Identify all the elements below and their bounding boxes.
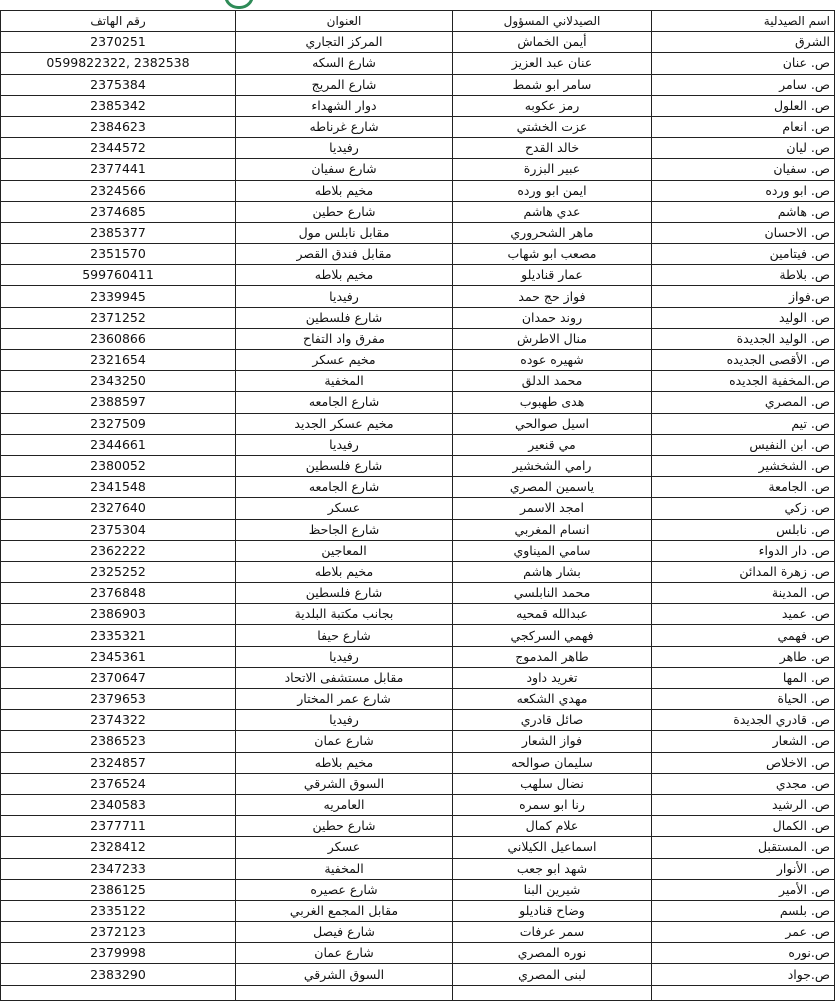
cell-name: ص. انعام xyxy=(652,116,835,137)
empty-cell xyxy=(652,985,835,1000)
table-row xyxy=(1,858,835,879)
table-row xyxy=(1,689,835,710)
cell-phone: 2325252 xyxy=(1,561,236,582)
header-pharmacist: الصيدلاني المسؤول xyxy=(453,11,652,32)
table-row xyxy=(1,265,835,286)
table-row xyxy=(1,731,835,752)
table-row xyxy=(1,392,835,413)
cell-pharmacist: ماهر الشحروري xyxy=(453,222,652,243)
cell-phone: 2385377 xyxy=(1,222,236,243)
cell-name: ص. فهمي xyxy=(652,625,835,646)
table-row xyxy=(1,455,835,476)
cell-name: ص. زكي xyxy=(652,498,835,519)
cell-pharmacist: عمار قناديلو xyxy=(453,265,652,286)
table-row xyxy=(1,286,835,307)
cell-address: المركز التجاري xyxy=(236,32,453,53)
table-body xyxy=(1,32,835,1000)
table-row xyxy=(1,943,835,964)
table-row xyxy=(1,159,835,180)
cell-address: رفيديا xyxy=(236,138,453,159)
cell-address: عسكر xyxy=(236,837,453,858)
cell-address: العامريه xyxy=(236,794,453,815)
cell-pharmacist: عنان عبد العزيز xyxy=(453,53,652,74)
table-row xyxy=(1,900,835,921)
cell-name: ص. عنان xyxy=(652,53,835,74)
cell-address: رفيديا xyxy=(236,710,453,731)
table-row xyxy=(1,350,835,371)
cell-phone: 2376524 xyxy=(1,773,236,794)
cell-phone: 2377711 xyxy=(1,816,236,837)
cell-phone: 2374685 xyxy=(1,201,236,222)
cell-phone: 2372123 xyxy=(1,922,236,943)
table-row xyxy=(1,328,835,349)
cell-name: ص. الشخشير xyxy=(652,455,835,476)
table-row xyxy=(1,307,835,328)
cell-name: ص. ابو ورده xyxy=(652,180,835,201)
cell-name: ص. عميد xyxy=(652,604,835,625)
cell-name: الشرق xyxy=(652,32,835,53)
cell-phone: 2341548 xyxy=(1,477,236,498)
pharmacy-table xyxy=(0,10,835,1001)
table-row xyxy=(1,95,835,116)
cell-phone: 2385342 xyxy=(1,95,236,116)
cell-pharmacist: مصعب ابو شهاب xyxy=(453,244,652,265)
cell-name: ص. الاحسان xyxy=(652,222,835,243)
cell-phone: 2324566 xyxy=(1,180,236,201)
cell-address: شارع حيفا xyxy=(236,625,453,646)
cell-phone: 2371252 xyxy=(1,307,236,328)
cell-phone: 2370647 xyxy=(1,667,236,688)
cell-phone: 2384623 xyxy=(1,116,236,137)
table-row xyxy=(1,138,835,159)
header-row xyxy=(1,11,835,32)
cell-name: ص. تيم xyxy=(652,413,835,434)
cell-address: شارع فلسطين xyxy=(236,583,453,604)
cell-address: شارع حطين xyxy=(236,201,453,222)
cell-pharmacist: أيمن الخماش xyxy=(453,32,652,53)
cell-name: ص.نوره xyxy=(652,943,835,964)
cell-pharmacist: وضاح قناديلو xyxy=(453,900,652,921)
cell-pharmacist: سامر ابو شمط xyxy=(453,74,652,95)
cell-address: مفرق واد التفاح xyxy=(236,328,453,349)
cell-address: رفيديا xyxy=(236,286,453,307)
cell-name: ص.جواد xyxy=(652,964,835,985)
cell-name: ص. الكمال xyxy=(652,816,835,837)
table-row xyxy=(1,773,835,794)
cell-pharmacist: علام كمال xyxy=(453,816,652,837)
cell-name: ص. الأقصى الجديده xyxy=(652,350,835,371)
cell-phone: 2374322 xyxy=(1,710,236,731)
cell-address: رفيديا xyxy=(236,646,453,667)
table-row xyxy=(1,816,835,837)
cell-name: ص. دار الدواء xyxy=(652,540,835,561)
cell-pharmacist: رمز عكوبه xyxy=(453,95,652,116)
cell-phone: 2377441 xyxy=(1,159,236,180)
cell-pharmacist: فواز الشعار xyxy=(453,731,652,752)
cell-name: ص. الأمير xyxy=(652,879,835,900)
cell-address: مقابل المجمع الغربي xyxy=(236,900,453,921)
table-row xyxy=(1,604,835,625)
cell-pharmacist: سامي الميناوي xyxy=(453,540,652,561)
table-row xyxy=(1,540,835,561)
cell-name: ص. المستقبل xyxy=(652,837,835,858)
cell-address: مقابل نابلس مول xyxy=(236,222,453,243)
cell-pharmacist: هدى طهبوب xyxy=(453,392,652,413)
cell-address: شارع فيصل xyxy=(236,922,453,943)
cell-pharmacist: اسيل صوالحي xyxy=(453,413,652,434)
cell-name: ص. العلول xyxy=(652,95,835,116)
cell-phone: 2375304 xyxy=(1,519,236,540)
cell-pharmacist: محمد الدلق xyxy=(453,371,652,392)
cell-phone: 2379998 xyxy=(1,943,236,964)
cell-pharmacist: روند حمدان xyxy=(453,307,652,328)
cell-name: ص. الوليد الجديدة xyxy=(652,328,835,349)
table-row xyxy=(1,646,835,667)
cell-pharmacist: شهد ابو جعب xyxy=(453,858,652,879)
table-row xyxy=(1,32,835,53)
cell-address: شارع السكه xyxy=(236,53,453,74)
cell-pharmacist: عدي هاشم xyxy=(453,201,652,222)
cell-pharmacist: فواز حج حمد xyxy=(453,286,652,307)
cell-address: شارع عمان xyxy=(236,731,453,752)
header-pharmacy-name: اسم الصيدلية xyxy=(652,11,835,32)
table-row xyxy=(1,74,835,95)
cell-phone: 599760411 xyxy=(1,265,236,286)
cell-name: ص. الشعار xyxy=(652,731,835,752)
cell-pharmacist: عزت الخشتي xyxy=(453,116,652,137)
table-row xyxy=(1,53,835,74)
cell-address: شارع عمر المختار xyxy=(236,689,453,710)
cell-address: شارع الجامعه xyxy=(236,392,453,413)
cell-name: ص. المدينة xyxy=(652,583,835,604)
cell-name: ص. زهرة المدائن xyxy=(652,561,835,582)
table-row xyxy=(1,519,835,540)
cell-pharmacist: انسام المغربي xyxy=(453,519,652,540)
cell-address: مخيم بلاطه xyxy=(236,180,453,201)
cell-phone: 2327509 xyxy=(1,413,236,434)
cell-name: ص. بلسم xyxy=(652,900,835,921)
cell-name: ص. الوليد xyxy=(652,307,835,328)
cell-address: شارع حطين xyxy=(236,816,453,837)
cell-address: شارع سفيان xyxy=(236,159,453,180)
cell-phone: 2376848 xyxy=(1,583,236,604)
cell-name: ص. نابلس xyxy=(652,519,835,540)
cell-phone: 2388597 xyxy=(1,392,236,413)
cell-phone: 2347233 xyxy=(1,858,236,879)
table-row xyxy=(1,922,835,943)
cell-address: شارع غرناطه xyxy=(236,116,453,137)
cell-phone: 2328412 xyxy=(1,837,236,858)
empty-cell xyxy=(1,985,236,1000)
cell-name: ص. قادري الجديدة xyxy=(652,710,835,731)
cell-phone: 2386523 xyxy=(1,731,236,752)
cell-name: ص. ابن النفيس xyxy=(652,434,835,455)
table-row xyxy=(1,561,835,582)
cell-name: ص. الرشيد xyxy=(652,794,835,815)
empty-cell xyxy=(453,985,652,1000)
cell-pharmacist: تغريد داود xyxy=(453,667,652,688)
cell-phone: 2360866 xyxy=(1,328,236,349)
cell-pharmacist: ياسمين المصري xyxy=(453,477,652,498)
cell-pharmacist: محمد النابلسي xyxy=(453,583,652,604)
cell-phone: 2339945 xyxy=(1,286,236,307)
cell-pharmacist: نوره المصري xyxy=(453,943,652,964)
table-row xyxy=(1,477,835,498)
cell-phone: 2321654 xyxy=(1,350,236,371)
header-address: العنوان xyxy=(236,11,453,32)
table-row xyxy=(1,964,835,985)
table-row xyxy=(1,879,835,900)
cell-name: ص. مجدي xyxy=(652,773,835,794)
cell-address: المخفية xyxy=(236,371,453,392)
cell-pharmacist: صائل قادري xyxy=(453,710,652,731)
cell-pharmacist: اسماعيل الكيلاني xyxy=(453,837,652,858)
cell-pharmacist: رنا ابو سمره xyxy=(453,794,652,815)
table-row xyxy=(1,837,835,858)
cell-pharmacist: سمر عرفات xyxy=(453,922,652,943)
cell-pharmacist: امجد الاسمر xyxy=(453,498,652,519)
table-row xyxy=(1,244,835,265)
cell-name: ص. عمر xyxy=(652,922,835,943)
cell-phone: 0599822322, 2382538 xyxy=(1,53,236,74)
cell-pharmacist: منال الاطرش xyxy=(453,328,652,349)
cell-name: ص. طاهر xyxy=(652,646,835,667)
cell-phone: 2370251 xyxy=(1,32,236,53)
table-row xyxy=(1,180,835,201)
cell-address: مخيم عسكر الجديد xyxy=(236,413,453,434)
cell-phone: 2335122 xyxy=(1,900,236,921)
cell-name: ص. الحياة xyxy=(652,689,835,710)
cell-phone: 2351570 xyxy=(1,244,236,265)
cell-address: دوار الشهداء xyxy=(236,95,453,116)
cell-pharmacist: فهمي السركجي xyxy=(453,625,652,646)
cell-pharmacist: عبير البزرة xyxy=(453,159,652,180)
cell-phone: 2375384 xyxy=(1,74,236,95)
cell-name: ص. سفيان xyxy=(652,159,835,180)
table-row xyxy=(1,752,835,773)
cell-pharmacist: لبنى المصري xyxy=(453,964,652,985)
cell-address: مقابل مستشفى الاتحاد xyxy=(236,667,453,688)
table-row xyxy=(1,498,835,519)
cell-address: مخيم عسكر xyxy=(236,350,453,371)
cell-phone: 2379653 xyxy=(1,689,236,710)
cell-pharmacist: شهيره عوده xyxy=(453,350,652,371)
cell-phone: 2345361 xyxy=(1,646,236,667)
empty-row xyxy=(1,985,835,1000)
cell-phone: 2343250 xyxy=(1,371,236,392)
cell-pharmacist: طاهر المدموج xyxy=(453,646,652,667)
empty-cell xyxy=(236,985,453,1000)
table-row xyxy=(1,625,835,646)
table-row xyxy=(1,434,835,455)
header-phone: رقم الهاتف xyxy=(1,11,236,32)
cell-pharmacist: شيرين البنا xyxy=(453,879,652,900)
cell-pharmacist: رامي الشخشير xyxy=(453,455,652,476)
cell-name: ص. ليان xyxy=(652,138,835,159)
cell-address: رفيديا xyxy=(236,434,453,455)
cell-pharmacist: مي قنعير xyxy=(453,434,652,455)
cell-address: السوق الشرقي xyxy=(236,964,453,985)
table-row xyxy=(1,371,835,392)
cell-phone: 2340583 xyxy=(1,794,236,815)
cell-pharmacist: بشار هاشم xyxy=(453,561,652,582)
cell-phone: 2386903 xyxy=(1,604,236,625)
cell-name: ص. الجامعة xyxy=(652,477,835,498)
cell-name: ص.فواز xyxy=(652,286,835,307)
table-row xyxy=(1,583,835,604)
cell-address: شارع الجامعه xyxy=(236,477,453,498)
cell-phone: 2327640 xyxy=(1,498,236,519)
cell-pharmacist: عبدالله قمحيه xyxy=(453,604,652,625)
cell-name: ص. فيتامين xyxy=(652,244,835,265)
cell-address: مقابل فندق القصر xyxy=(236,244,453,265)
cell-phone: 2386125 xyxy=(1,879,236,900)
table-row xyxy=(1,667,835,688)
table-row xyxy=(1,794,835,815)
cell-phone: 2335321 xyxy=(1,625,236,646)
cell-address: السوق الشرقي xyxy=(236,773,453,794)
cell-address: شارع عمان xyxy=(236,943,453,964)
cell-address: مخيم بلاطه xyxy=(236,265,453,286)
table-row xyxy=(1,201,835,222)
cell-name: ص. المها xyxy=(652,667,835,688)
cell-address: المعاجين xyxy=(236,540,453,561)
cell-name: ص. هاشم xyxy=(652,201,835,222)
cell-address: مخيم بلاطه xyxy=(236,561,453,582)
cell-phone: 2380052 xyxy=(1,455,236,476)
cell-name: ص. سامر xyxy=(652,74,835,95)
cell-address: شارع فلسطين xyxy=(236,307,453,328)
cell-address: عسكر xyxy=(236,498,453,519)
table-row xyxy=(1,710,835,731)
cell-pharmacist: سليمان صوالحه xyxy=(453,752,652,773)
cell-pharmacist: مهدي الشكعه xyxy=(453,689,652,710)
cell-pharmacist: نضال سلهب xyxy=(453,773,652,794)
cell-name: ص. المصري xyxy=(652,392,835,413)
cell-address: شارع فلسطين xyxy=(236,455,453,476)
cell-address: بجانب مكتبة البلدية xyxy=(236,604,453,625)
cell-phone: 2383290 xyxy=(1,964,236,985)
cell-phone: 2344661 xyxy=(1,434,236,455)
cell-phone: 2362222 xyxy=(1,540,236,561)
cell-name: ص.المخفية الجديده xyxy=(652,371,835,392)
cell-address: شارع عصيره xyxy=(236,879,453,900)
table-row xyxy=(1,222,835,243)
cell-phone: 2344572 xyxy=(1,138,236,159)
table-row xyxy=(1,116,835,137)
cell-phone: 2324857 xyxy=(1,752,236,773)
cell-address: شارع المريج xyxy=(236,74,453,95)
cell-name: ص. الاخلاص xyxy=(652,752,835,773)
table-row xyxy=(1,413,835,434)
cell-name: ص. بلاطة xyxy=(652,265,835,286)
cell-address: المخفية xyxy=(236,858,453,879)
cell-pharmacist: خالد القدح xyxy=(453,138,652,159)
cell-name: ص. الأنوار xyxy=(652,858,835,879)
cell-pharmacist: ايمن ابو ورده xyxy=(453,180,652,201)
cell-address: شارع الجاحظ xyxy=(236,519,453,540)
cell-address: مخيم بلاطه xyxy=(236,752,453,773)
logo-mark xyxy=(224,0,254,9)
